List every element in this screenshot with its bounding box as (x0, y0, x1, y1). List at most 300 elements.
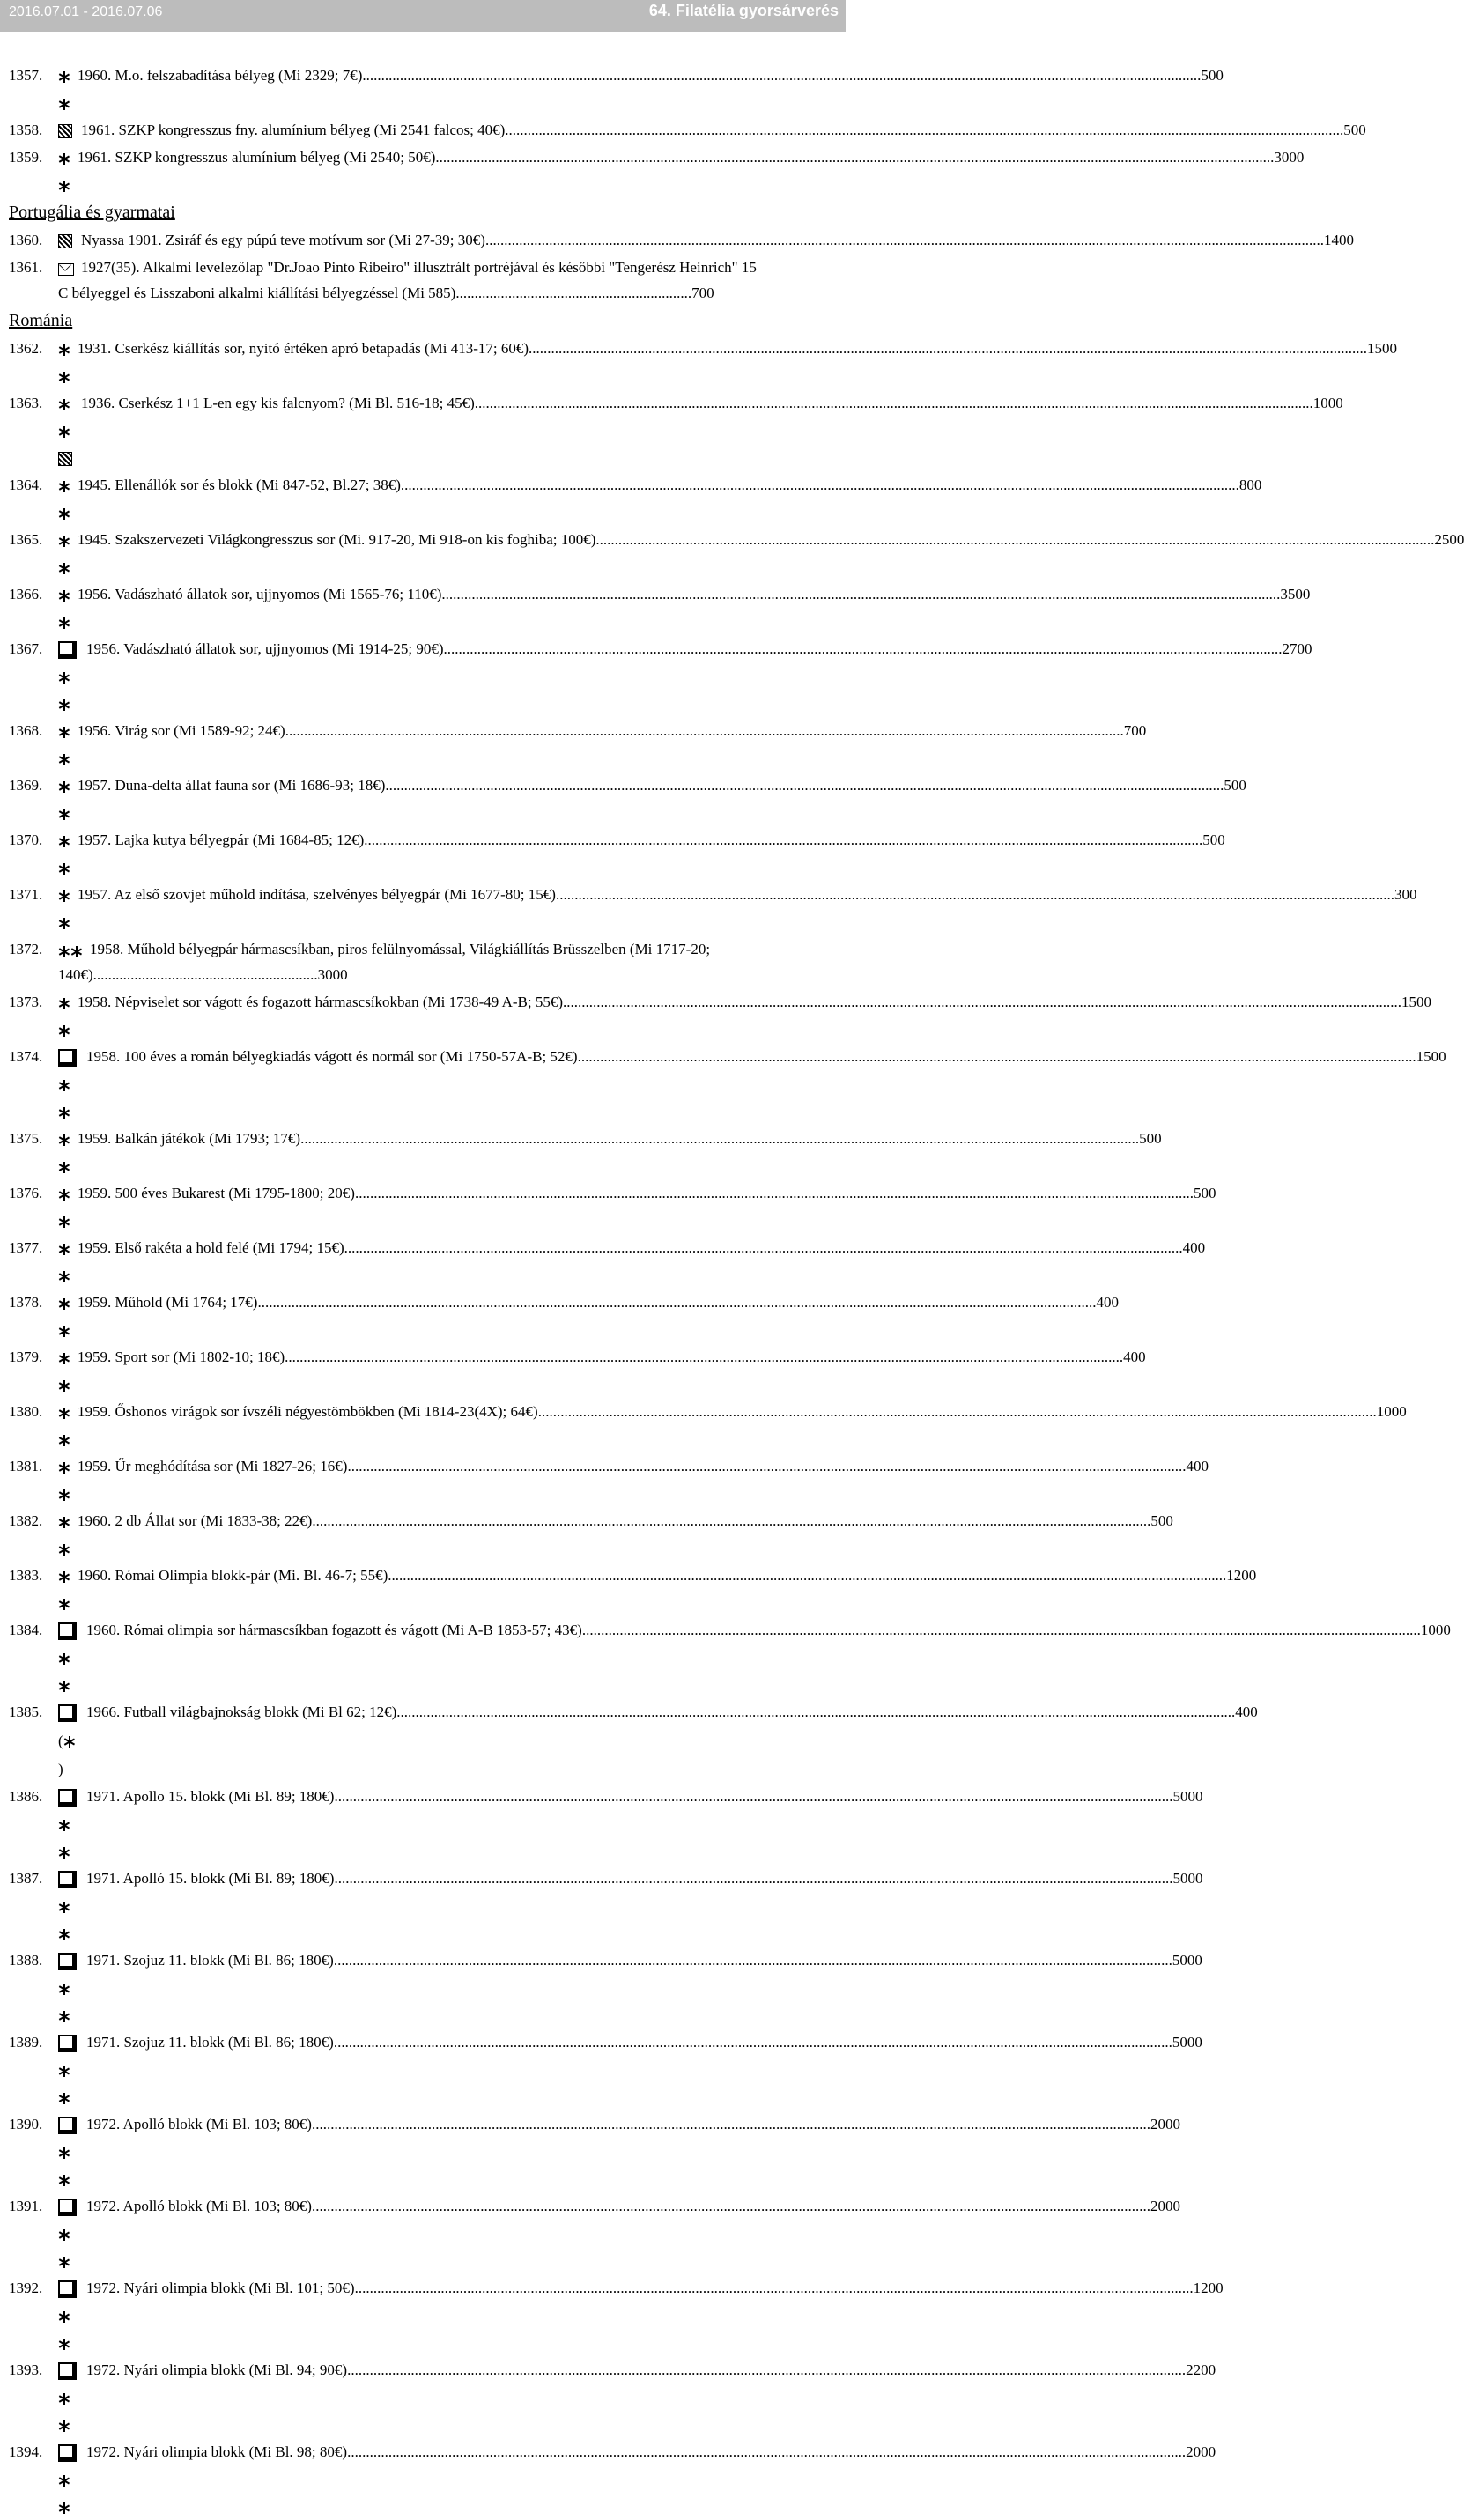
lot-row[interactable] (9, 1043, 1446, 1125)
lot-price: 500 (1202, 831, 1225, 849)
lot-row[interactable] (9, 1947, 1202, 2029)
block-sheet-icon (58, 1789, 77, 1807)
lot-description: 1961. SZKP kongresszus alumínium bélyeg (Mi 2540; 50€) (78, 149, 436, 166)
lot-body (58, 988, 1431, 1043)
mint-star-icon (58, 1462, 70, 1474)
lot-price: 3000 (317, 966, 348, 984)
mint-star-icon (58, 536, 70, 547)
mint-star-icon (58, 2147, 70, 2159)
lot-condition-icons (58, 717, 70, 772)
mint-star-icon (58, 699, 70, 711)
lot-number: 1375. (9, 1130, 43, 1148)
lot-description: 1936. Cserkész 1+1 L-en egy kis falcnyom? (Mi Bl. 516-18; 45€) (81, 395, 475, 412)
lot-price: 2500 (1434, 531, 1464, 549)
lot-row[interactable] (9, 717, 1147, 772)
lot-description: 1966. Futball világbajnokság blokk (Mi Bl 62; 12€) (86, 1703, 397, 1721)
mint-star-icon (70, 946, 82, 957)
mint-star-icon (58, 508, 70, 520)
mint-star-icon (58, 1408, 70, 1419)
mint-star-icon (58, 998, 70, 1009)
lot-row[interactable] (9, 1865, 1203, 1947)
mint-star-icon (58, 99, 70, 110)
mint-star-icon (58, 563, 70, 574)
leader-dots (257, 1289, 1096, 1343)
mint-star-icon (58, 1271, 70, 1282)
mint-star-icon (58, 2393, 70, 2405)
lot-condition-icons (58, 1616, 79, 1698)
lot-row[interactable] (9, 1452, 1209, 1507)
lot-body (58, 1616, 1451, 1698)
leader-dots: ............................................................ (92, 966, 318, 984)
mint-star-icon (58, 2311, 70, 2323)
lot-description: 1927(35). Alkalmi levelezőlap "Dr.Joao Pinto Ribeiro" illusztrált portréjával és későbbi "Tengerész Heinrich" 15 C bélyeggel és Lisszaboni alkalmi kiállítási bélyegzéssel (Mi 585)... (58, 259, 757, 302)
mint-star-icon (58, 1025, 70, 1037)
mint-star-icon (58, 399, 70, 410)
lot-condition-icons (58, 2192, 79, 2274)
mint-star-icon (58, 946, 70, 957)
lot-number: 1368. (9, 722, 43, 740)
lot-price: 1500 (1416, 1048, 1446, 1066)
bracketed-star-icon: ( ) (58, 1733, 76, 1778)
lot-description: 1958. 100 éves a román bélyegkiadás vágott és normál sor (Mi 1750-57A-B; 52€) (86, 1048, 578, 1066)
lot-condition-icons (58, 2356, 79, 2438)
mint-star-icon (58, 836, 70, 847)
mint-star-icon (58, 1599, 70, 1610)
lot-number: 1391. (9, 2198, 43, 2215)
lot-description: 1945. Ellenállók sor és blokk (Mi 847-52, Bl.27; 38€) (78, 477, 401, 494)
lot-price: 400 (1182, 1239, 1206, 1257)
lot-number: 1371. (9, 886, 43, 904)
used-stamp-icon (58, 124, 72, 138)
lot-condition-icons (58, 826, 70, 881)
leader-dots: ............................................................ (467, 285, 692, 302)
lot-body (58, 1562, 1257, 1616)
lot-body (58, 1343, 1146, 1398)
mint-star-icon (58, 672, 70, 684)
mint-star-icon (58, 1517, 70, 1528)
lot-condition-icons (58, 1452, 70, 1507)
leader-dots (364, 826, 1202, 881)
lot-row[interactable] (9, 2110, 1180, 2192)
lot-number: 1387. (9, 1870, 43, 1888)
leader-dots (312, 2110, 1150, 2192)
mint-star-icon (58, 727, 70, 738)
lot-row[interactable] (9, 2274, 1224, 2356)
lot-price: 5000 (1172, 1870, 1203, 1888)
block-sheet-icon (58, 2362, 77, 2380)
lot-condition-icons (58, 772, 70, 826)
used-stamp-icon (58, 452, 72, 466)
lot-row[interactable] (9, 635, 1312, 717)
lot-body (58, 226, 1354, 254)
lot-row[interactable] (9, 935, 766, 988)
lot-number: 1365. (9, 531, 43, 549)
lot-body (58, 1125, 1162, 1179)
lot-number: 1390. (9, 2116, 43, 2133)
lot-condition-icons (58, 2110, 79, 2192)
lot-row[interactable] (9, 1783, 1203, 1865)
lot-number: 1374. (9, 1048, 43, 1066)
lot-row[interactable] (9, 988, 1431, 1043)
leader-dots (347, 2356, 1186, 2438)
lot-row[interactable] (9, 2356, 1216, 2438)
lot-number: 1384. (9, 1622, 43, 1639)
lot-condition-icons (58, 1698, 79, 1783)
lot-number: 1364. (9, 477, 43, 494)
mint-star-icon (58, 1353, 70, 1364)
mint-star-icon (58, 1162, 70, 1173)
lot-number: 1373. (9, 994, 43, 1011)
envelope-icon (58, 263, 74, 276)
lot-price: 300 (1394, 886, 1417, 904)
mint-star-icon (58, 1326, 70, 1337)
lot-body (58, 62, 1224, 116)
lot-description: 1960. M.o. felszabadítása bélyeg (Mi 2329; 7€) (78, 67, 363, 84)
block-sheet-icon (58, 2444, 77, 2462)
lot-body (58, 1289, 1119, 1343)
lot-description: 1957. Lajka kutya bélyegpár (Mi 1684-85; 12€) (78, 831, 365, 849)
lot-condition-icons (58, 62, 70, 116)
mint-star-icon (58, 1244, 70, 1255)
lot-price: 500 (1193, 1185, 1216, 1202)
lot-row[interactable] (9, 226, 1354, 254)
lot-condition-icons (58, 116, 74, 144)
lot-body (58, 1179, 1216, 1234)
lot-body (58, 717, 1147, 772)
lot-row[interactable] (9, 526, 1464, 580)
mint-star-icon (58, 1080, 70, 1091)
mint-star-icon (58, 153, 70, 165)
lot-number: 1370. (9, 831, 43, 849)
leader-dots (595, 526, 1434, 580)
leader-dots (388, 1562, 1226, 1616)
lot-number: 1358. (9, 122, 43, 138)
lot-price: 800 (1238, 477, 1262, 494)
mint-star-icon (58, 372, 70, 383)
mint-star-icon (58, 754, 70, 765)
mint-star-icon (58, 863, 70, 875)
lot-description: 1958. Népviselet sor vágott és fogazott hármascsíkokban (Mi 1738-49 A-B; 55€) (78, 994, 563, 1011)
lot-number: 1379. (9, 1349, 43, 1366)
mint-star-icon (58, 2011, 70, 2022)
lot-price: 3000 (1274, 149, 1305, 166)
mint-star-icon (58, 1929, 70, 1940)
mint-star-icon (58, 809, 70, 820)
lot-body (58, 1783, 1203, 1865)
mint-star-icon (58, 918, 70, 929)
block-sheet-icon (58, 1871, 77, 1888)
lot-condition-icons (58, 2438, 79, 2520)
lot-condition-icons (58, 1865, 79, 1947)
lot-row[interactable] (9, 1125, 1162, 1179)
lot-description: 1960. Római Olimpia blokk-pár (Mi. Bl. 46-7; 55€) (78, 1567, 388, 1585)
mint-star-icon (58, 781, 70, 793)
lot-body (58, 1507, 1173, 1562)
block-sheet-icon (58, 2280, 77, 2298)
mint-star-icon (58, 426, 70, 438)
mint-star-icon (58, 1216, 70, 1228)
lot-price: 1400 (1323, 232, 1354, 248)
lot-description: 1957. Duna-delta állat fauna sor (Mi 1686-93; 18€) (78, 777, 386, 794)
lot-row[interactable] (9, 772, 1246, 826)
lot-description: 1957. Az első szovjet műhold indítása, szelvényes bélyegpár (Mi 1677-80; 15€) (78, 886, 556, 904)
lot-number: 1372. (9, 941, 43, 958)
mint-star-icon (58, 1134, 70, 1146)
lot-description: 1956. Virág sor (Mi 1589-92; 24€) (78, 722, 285, 740)
lot-description: 1959. Első rakéta a hold felé (Mi 1794; 15€) (78, 1239, 344, 1257)
lot-price: 1000 (1420, 1622, 1451, 1639)
lot-number: 1392. (9, 2280, 43, 2297)
leader-dots (285, 717, 1124, 772)
lot-number: 1362. (9, 340, 43, 358)
page-header (0, 0, 846, 32)
lot-description: 1959. Sport sor (Mi 1802-10; 18€) (78, 1349, 285, 1366)
lot-description: Nyassa 1901. Zsiráf és egy púpú teve motívum sor (Mi 27-39; 30€) (81, 232, 485, 248)
lot-body (58, 2438, 1216, 2520)
lot-body (58, 2192, 1180, 2274)
leader-dots (485, 226, 1324, 254)
block-sheet-icon (58, 2035, 77, 2052)
lot-description: 1972. Nyári olimpia blokk (Mi Bl. 101; 50€) (86, 2280, 355, 2297)
lot-description: 1972. Apolló blokk (Mi Bl. 103; 80€) (86, 2198, 312, 2215)
lot-price: 1500 (1401, 994, 1431, 1011)
lot-body (58, 1865, 1203, 1947)
block-sheet-icon (58, 2117, 77, 2134)
mint-star-icon (58, 71, 70, 83)
leader-dots (385, 772, 1224, 826)
mint-star-icon (58, 1820, 70, 1831)
lot-price: 400 (1186, 1458, 1209, 1475)
mint-star-icon (58, 1544, 70, 1556)
lot-number: 1366. (9, 586, 43, 603)
lot-row[interactable] (9, 1507, 1173, 1562)
block-sheet-icon (58, 1953, 77, 1970)
lot-description: 1972. Apolló blokk (Mi Bl. 103; 80€) (86, 2116, 312, 2133)
header-title: 64. Filatélia gyorsárverés (648, 2, 839, 19)
lot-body (58, 580, 1311, 635)
lot-condition-icons (58, 1343, 70, 1398)
lot-number: 1381. (9, 1458, 43, 1475)
lot-condition-icons (58, 580, 70, 635)
lot-price: 400 (1123, 1349, 1146, 1366)
lot-description: 1956. Vadászható állatok sor, ujjnyomos (Mi 1565-76; 110€) (78, 586, 442, 603)
lot-row[interactable] (9, 826, 1225, 881)
lot-description: 1971. Szojuz 11. blokk (Mi Bl. 86; 180€) (86, 2034, 334, 2051)
mint-star-icon (58, 1189, 70, 1201)
lot-condition-icons (58, 988, 70, 1043)
mint-star-icon (58, 1847, 70, 1859)
lot-description: 1959. Űr meghódítása sor (Mi 1827-26; 16€) (78, 1458, 348, 1475)
lot-description: 1956. Vadászható állatok sor, ujjnyomos (Mi 1914-25; 90€) (86, 640, 444, 658)
leader-dots (362, 62, 1201, 116)
leader-dots (334, 1783, 1172, 1865)
leader-dots (300, 1125, 1139, 1179)
lot-row[interactable] (9, 2029, 1202, 2110)
lot-price: 2700 (1282, 640, 1312, 658)
mint-star-icon (58, 2229, 70, 2241)
mint-star-icon (58, 1653, 70, 1665)
lot-number: 1357. (9, 67, 43, 84)
lot-price: 2000 (1150, 2116, 1180, 2133)
lot-description: 1961. SZKP kongresszus fny. alumínium bélyeg (Mi 2541 falcos; 40€) (81, 122, 506, 138)
leader-dots (444, 635, 1283, 717)
lot-row[interactable] (9, 1179, 1216, 1234)
lot-condition-icons (58, 881, 70, 935)
lot-condition-icons (58, 526, 70, 580)
lot-body (58, 772, 1246, 826)
lot-number: 1360. (9, 232, 43, 248)
lot-number: 1382. (9, 1512, 43, 1530)
leader-dots (355, 2274, 1194, 2356)
lot-row[interactable] (9, 2438, 1216, 2520)
leader-dots (435, 144, 1274, 198)
lot-price: 5000 (1172, 1952, 1202, 1969)
lot-row[interactable] (9, 1616, 1451, 1698)
lot-number: 1376. (9, 1185, 43, 1202)
lot-price: 500 (1343, 122, 1366, 138)
lot-row[interactable] (9, 1234, 1206, 1289)
lot-number: 1386. (9, 1788, 43, 1806)
lot-body (58, 389, 1343, 471)
lot-row[interactable] (9, 254, 766, 307)
lot-condition-icons (58, 2274, 79, 2356)
lot-description: 1959. Műhold (Mi 1764; 17€) (78, 1294, 258, 1312)
lot-body (58, 635, 1312, 717)
lot-number: 1377. (9, 1239, 43, 1257)
mint-star-icon (58, 617, 70, 629)
lot-description: 1959. 500 éves Bukarest (Mi 1795-1800; 20€) (78, 1185, 355, 1202)
lot-row[interactable] (9, 62, 1224, 116)
mint-star-icon (58, 2175, 70, 2186)
lot-body (58, 116, 1366, 144)
lot-price: 5000 (1172, 1788, 1203, 1806)
mint-star-icon (58, 181, 70, 192)
lot-row[interactable] (9, 580, 1311, 635)
section-heading-text: Portugália és gyarmatai (9, 203, 175, 222)
mint-star-icon (58, 2420, 70, 2432)
lot-condition-icons (58, 1947, 79, 2029)
mint-star-icon (58, 1107, 70, 1119)
lot-row[interactable] (9, 1698, 1258, 1783)
leader-dots (401, 471, 1239, 526)
lot-price: 500 (1139, 1130, 1162, 1148)
block-sheet-icon (58, 641, 77, 659)
leader-dots (505, 116, 1343, 144)
lot-condition-icons (58, 1398, 70, 1452)
lot-condition-icons (58, 1125, 70, 1179)
lot-row[interactable] (9, 2192, 1180, 2274)
lot-description: 1971. Apollo 15. blokk (Mi Bl. 89; 180€) (86, 1788, 335, 1806)
lot-description: 1931. Cserkész kiállítás sor, nyitó értéken apró betapadás (Mi 413-17; 60€) (78, 340, 529, 358)
leader-dots (396, 1698, 1235, 1783)
lot-number: 1361. (9, 259, 43, 276)
lot-list (9, 62, 1464, 2520)
block-sheet-icon (58, 1049, 77, 1067)
section-heading (9, 198, 766, 226)
lot-number: 1383. (9, 1567, 43, 1585)
lot-price: 2200 (1186, 2361, 1216, 2379)
lot-body (58, 2356, 1216, 2438)
lot-number: 1385. (9, 1703, 43, 1721)
lot-row[interactable] (9, 881, 1417, 935)
lot-price: 500 (1224, 777, 1246, 794)
lot-body (58, 255, 766, 306)
lot-row[interactable] (9, 1398, 1407, 1452)
section-heading (9, 307, 766, 335)
mint-star-icon (58, 2093, 70, 2104)
lot-price: 1200 (1226, 1567, 1257, 1585)
lot-condition-icons (58, 256, 74, 281)
lot-number: 1367. (9, 640, 43, 658)
leader-dots (312, 1507, 1150, 1562)
lot-price: 1000 (1376, 1403, 1407, 1421)
leader-dots (529, 335, 1367, 389)
lot-price: 500 (1201, 67, 1224, 84)
lot-condition-icons (58, 635, 79, 717)
lot-condition-icons (58, 1562, 70, 1616)
lot-price: 1200 (1193, 2280, 1224, 2297)
lot-row[interactable] (9, 335, 1398, 389)
lot-row[interactable] (9, 144, 1305, 198)
mint-star-icon (58, 1435, 70, 1446)
leader-dots (334, 1865, 1172, 1947)
lot-price: 700 (691, 285, 714, 302)
leader-dots (582, 1616, 1421, 1698)
mint-star-icon (58, 2339, 70, 2350)
lot-price: 2000 (1150, 2198, 1180, 2215)
lot-row[interactable] (9, 471, 1262, 526)
lot-description: 1971. Apolló 15. blokk (Mi Bl. 89; 180€) (86, 1870, 335, 1888)
lot-description: 1972. Nyári olimpia blokk (Mi Bl. 94; 90€) (86, 2361, 348, 2379)
leader-dots (563, 988, 1401, 1043)
block-sheet-icon (58, 1622, 77, 1640)
lot-condition-icons (58, 1179, 70, 1234)
lot-row[interactable] (9, 389, 1343, 471)
mint-star-icon (58, 1571, 70, 1583)
lot-row[interactable] (9, 1289, 1119, 1343)
lot-description: 1945. Szakszervezeti Világkongresszus sor (Mi. 917-20, Mi 918-on kis foghiba; 100€) (78, 531, 596, 549)
lot-body (58, 2274, 1224, 2356)
lot-condition-icons (58, 938, 83, 963)
lot-number: 1393. (9, 2361, 43, 2379)
lot-body (58, 881, 1417, 935)
lot-condition-icons (58, 1043, 79, 1125)
mint-star-icon (58, 481, 70, 492)
lot-description: 1959. Őshonos virágok sor ívszéli négyestömbökben (Mi 1814-23(4X); 64€) (78, 1403, 538, 1421)
mint-star-icon (58, 590, 70, 602)
block-sheet-icon (58, 1704, 77, 1722)
lot-body (58, 1698, 1258, 1783)
lot-row[interactable] (9, 1343, 1146, 1398)
lot-condition-icons (58, 1507, 70, 1562)
lot-price: 1000 (1312, 395, 1343, 412)
leader-dots (312, 2192, 1150, 2274)
mint-star-icon (63, 1736, 75, 1748)
mint-star-icon (58, 890, 70, 902)
lot-condition-icons (58, 389, 74, 471)
mint-star-icon (58, 2066, 70, 2077)
lot-condition-icons (58, 335, 70, 389)
lot-row[interactable] (9, 116, 1366, 144)
lot-description: 1959. Balkán játékok (Mi 1793; 17€) (78, 1130, 301, 1148)
lot-body (58, 2110, 1180, 2192)
mint-star-icon (58, 1298, 70, 1310)
lot-row[interactable] (9, 1562, 1257, 1616)
lot-number: 1394. (9, 2443, 43, 2461)
leader-dots (347, 1452, 1186, 1507)
lot-number: 1378. (9, 1294, 43, 1312)
lot-price: 700 (1123, 722, 1147, 740)
